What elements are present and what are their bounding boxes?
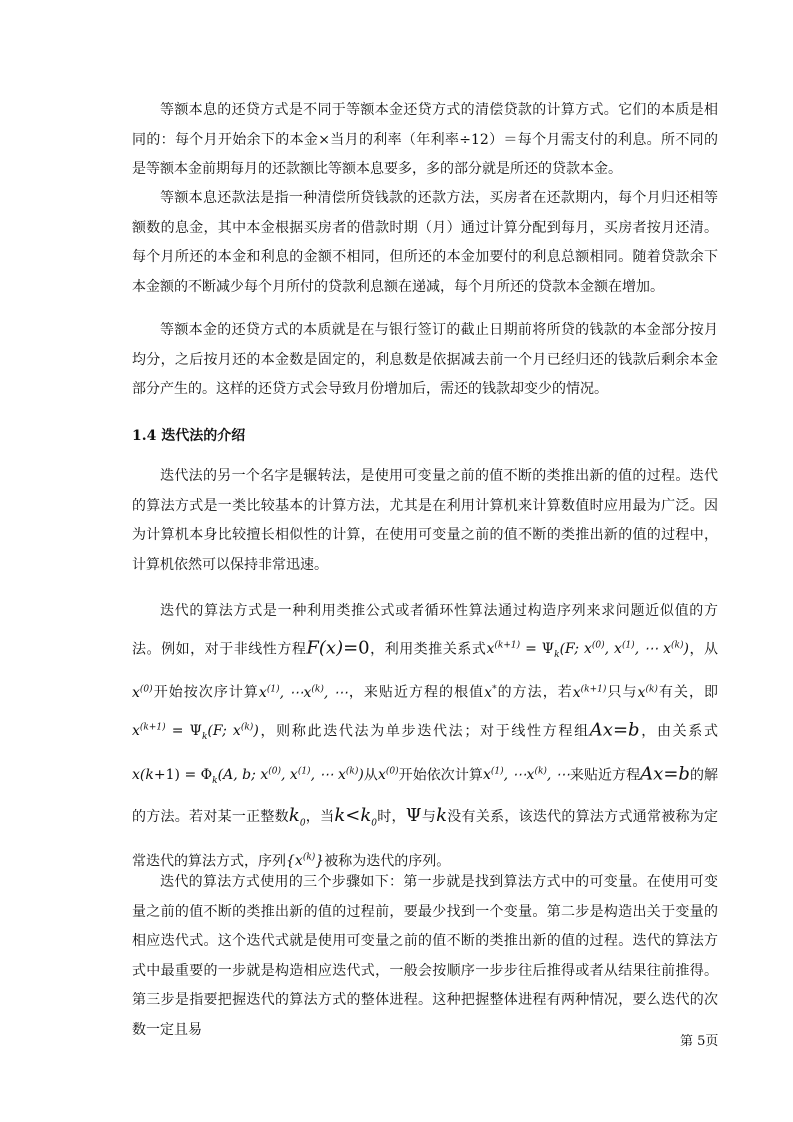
math-equation: Ψ xyxy=(405,804,422,826)
math-equation: k xyxy=(436,804,448,826)
math-equation: $\{x^{(k)}\}$ xyxy=(286,852,325,870)
math-equation: $x^{(k)}$ xyxy=(637,684,658,702)
math-equation: $k<k_0$ xyxy=(334,804,377,829)
math-equation: F(x)=0 xyxy=(306,637,370,659)
paragraph-repayment-equal-installment: 等额本息的还贷方式是不同于等额本金还贷方式的清偿贷款的计算方式。它们的本质是相同的：每个月开始余下的本金×当月的利率（年利率÷12）＝每个月需支付的利息。所不同的是等额本金前期每月的还款额比等额本息要多，多的部分就是所还的贷款本金。 xyxy=(132,102,718,177)
math-equation: Ax=b xyxy=(589,719,640,741)
paragraph-iteration-intro: 迭代法的另一个名字是辗转法，是使用可变量之前的值不断的类推出新的值的过程。迭代的算法方式是一类比较基本的计算方法，尤其是在利用计算机来计算数值时应用最为广泛。因为计算机本身比较擅长相似性的计算，在使用可变量之前的值不断的类推出新的值的过程中，计算机依然可以保持非常迅速。 xyxy=(132,468,718,573)
math-equation: $x^{(1)}$, $\cdots x^{(k)}$, ⋯ xyxy=(482,766,570,784)
math-equation: $x^{(1)}$, $\cdots x^{(k)}$, ⋯ xyxy=(258,684,348,702)
math-equation: $x^{(0)}$ xyxy=(132,684,153,702)
paragraph-iteration-steps: 迭代的算法方式使用的三个步骤如下：第一步就是找到算法方式中的可变量。在使用可变量之前的值不断的类推出新的值的过程前，要最少找到一个变量。第二步是构造出关于变量的相应迭代式。这个迭代式就是使用可变量之前的值不断的类推出新的值的过程。迭代的算法方式中最重要的一步就是构造相应迭代式，一般会按顺序一步步往后推得或者从结果往前推得。第三步是指要把握迭代的算法方式的整体进程。这种把握整体进程有两种情况，要么迭代的次数一定且易 xyxy=(132,874,718,1038)
math-equation: $x(k+1) = \Phi_k(A$, b; $x^{(0)}$, $x^{(1)}$, ⋯ $x^{(k)}$) xyxy=(132,766,364,787)
math-equation: $x^{(k+1)}$ xyxy=(572,684,607,702)
section-heading: 1.4 迭代法的介绍 xyxy=(132,428,246,444)
paragraph-equal-principal: 等额本金的还贷方式的本质就是在与银行签订的截止日期前将所贷的钱款的本金部分按月均分，之后按月还的本金数是固定的，利息数是依据减去前一个月已经归还的钱款后剩余本金部分产生的。这样的还贷方式会导致月份增加后，需还的钱款却变少的情况。 xyxy=(132,322,718,397)
paragraph-equal-installment-method: 等额本息还款法是指一种清偿所贷钱款的还款方法，买房者在还款期内，每个月归还相等额数的息金，其中本金根据买房者的借款时期（月）通过计算分配到每月，买房者按月还清。每个月所还的本金和利息的金额不相同，但所还的本金加要付的利息总额相同。随着贷款余下本金额的不断减少每个月所付的贷款利息额在递减，每个月所还的贷款本金额在增加。 xyxy=(132,190,718,295)
math-equation: $x^{(k+1)} = \Psi_k(F$; $x^{(0)}$, $x^{(1)}$, ⋯ $x^{(k)}$) xyxy=(486,640,689,660)
math-equation: x* xyxy=(484,684,497,702)
math-equation: Ax=b xyxy=(640,763,690,785)
math-equation: $x^{(k+1)} = \Psi_k(F$; $x^{(k)}$) xyxy=(132,722,259,743)
paragraph-iteration-formulas: 迭代的算法方式是一种利用类推公式或者循环性算法通过构造序列来求问题近似值的方法。例如，对于非线性方程F(x)=0，利用类推关系式$x^{(k+1)} = \Psi_k(F$; $x^{(0)}$, $x^{(1)}$, ⋯ $x^{(k)}$)，从$x^{(0)}$开始按次序计算$x^{(1)}$, $\cdots x^{(k)}$, ⋯，来贴近方程的根值x*的方法，若$x^{(k+1)}$只与$x^{(k)}$有关，即$x^{(k+1)} = \Psi_k(F$; $x^{(k)}$)，则称此迭代法为单步迭代法；对于线性方程组Ax=b，由关系式$x(k+1) = \Phi_k(A$, b; $x^{(0)}$, $x^{(1)}$, ⋯ $x^{(k)}$)从$x^{(0)}$开始依次计算$x^{(1)}$, $\cdots x^{(k)}$, ⋯来贴近方程Ax=b的解的方法。若对某一正整数$k_0$，当$k<k_0$时，Ψ与k没有关系，该迭代的算法方式通常被称为定常迭代的算法方式，序列$\{x^{(k)}\}$被称为迭代的序列。 xyxy=(132,603,719,870)
page-number: 第 5页 xyxy=(680,1034,719,1049)
math-equation: $x^{(0)}$ xyxy=(377,766,399,784)
math-equation: $k_0$ xyxy=(288,804,306,829)
